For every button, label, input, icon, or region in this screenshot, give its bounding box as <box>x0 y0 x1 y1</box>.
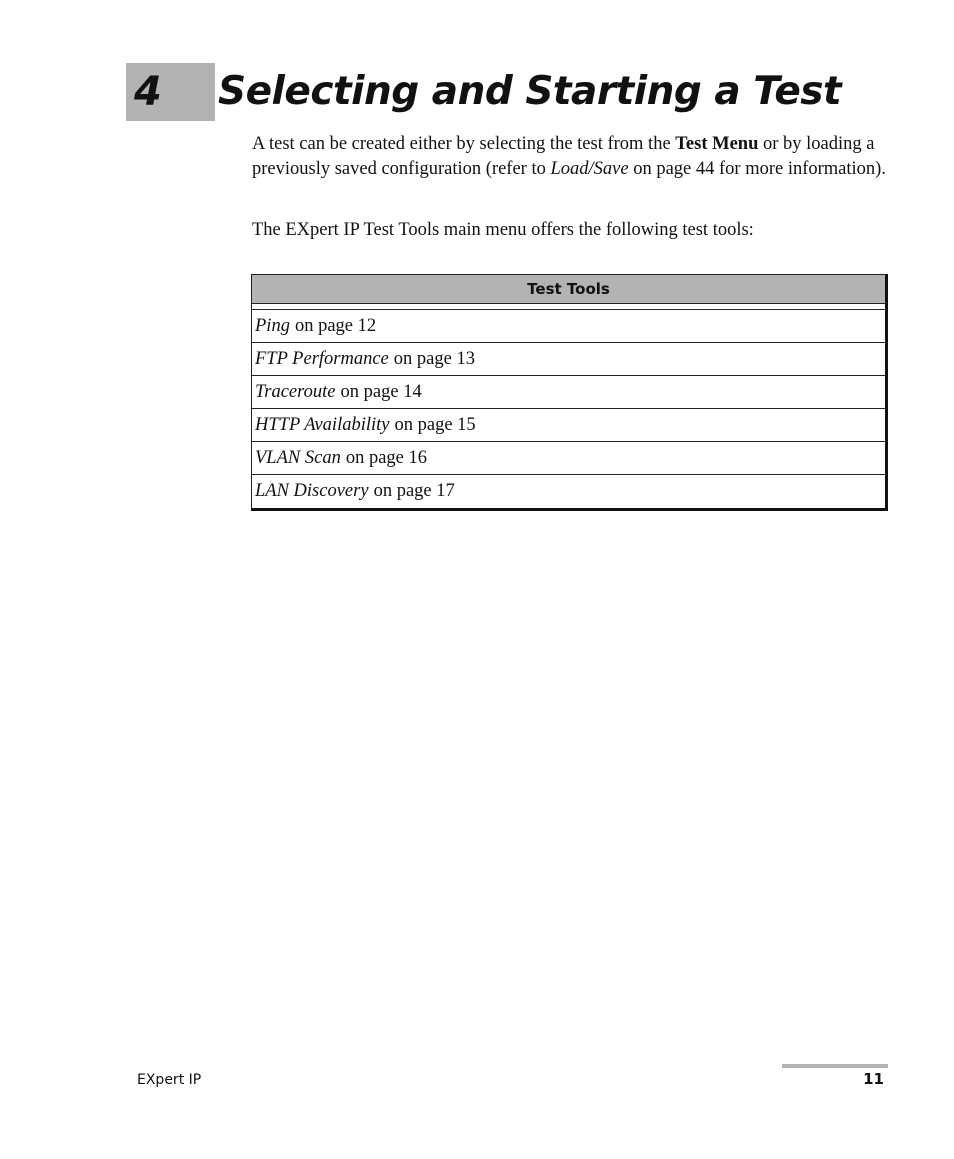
tool-name-lan-discovery[interactable]: LAN Discovery <box>255 481 369 501</box>
intro-text-3: on page 44 for more information). <box>628 159 886 179</box>
chapter-title: Selecting and Starting a Test <box>218 69 842 114</box>
table-row[interactable] <box>252 442 885 475</box>
page-reference: on page 14 <box>340 381 422 402</box>
tool-name-http-availability[interactable]: HTTP Availability <box>255 414 390 435</box>
tools-intro-paragraph: The EXpert IP Test Tools main menu offers the following test tools: <box>252 220 754 240</box>
page-reference: on page 13 <box>393 348 475 369</box>
tool-name-ftp-performance[interactable]: FTP Performance <box>255 348 389 369</box>
intro-text-2: or by loading a previously saved configuration (refer to <box>252 134 875 179</box>
page-reference: on page 17 <box>373 481 455 501</box>
table-header: Test Tools <box>252 275 885 304</box>
table-row[interactable] <box>252 310 885 343</box>
tool-name-vlan-scan[interactable]: VLAN Scan <box>255 447 341 468</box>
page-reference: on page 12 <box>294 315 377 336</box>
table-row[interactable] <box>252 343 885 376</box>
table-row[interactable] <box>252 409 885 442</box>
tool-name-traceroute[interactable]: Traceroute <box>255 381 336 402</box>
footer-page-number: 11 <box>863 1070 884 1088</box>
page-reference: on page 15 <box>394 414 476 435</box>
intro-paragraph <box>252 132 888 182</box>
load-save-link[interactable]: Load/Save <box>550 159 629 179</box>
footer-rule <box>782 1064 888 1068</box>
footer-product-name: EXpert IP <box>137 1072 202 1088</box>
table-row[interactable] <box>252 376 885 409</box>
intro-text-1: A test can be created either by selecting the test from the <box>252 134 676 154</box>
chapter-number: 4 <box>134 69 162 115</box>
table-row[interactable] <box>252 475 885 508</box>
test-menu-term: Test Menu <box>675 134 759 154</box>
test-tools-table <box>251 274 888 511</box>
tool-name-ping[interactable]: Ping <box>255 315 290 336</box>
page-reference: on page 16 <box>345 447 428 468</box>
